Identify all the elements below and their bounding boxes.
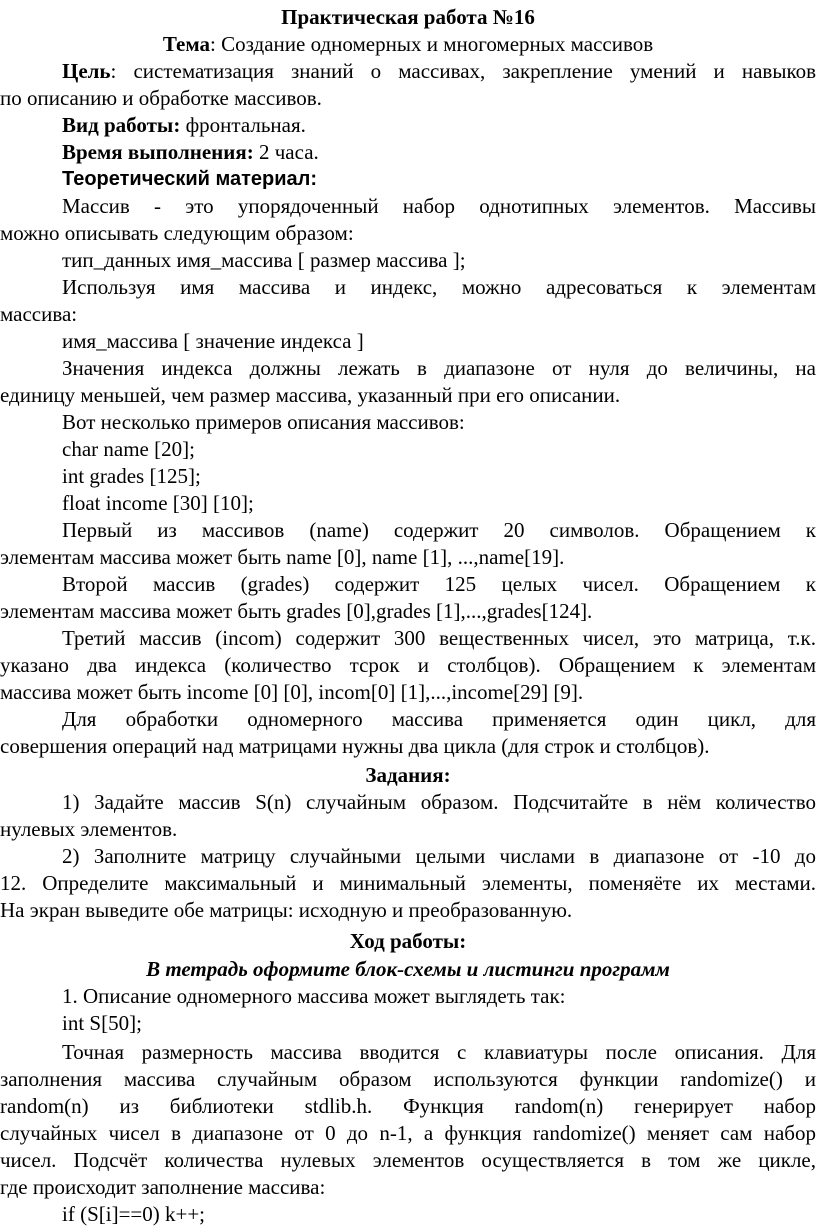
tasks-heading: Задания: (365, 763, 451, 787)
theory-paragraph: элементам массива может быть grades [0],grades [1],...,grades[124]. (0, 599, 593, 623)
progress-paragraph: случайных чисел в диапазоне от 0 до n-1, а функция randomize() меняет сам набор (0, 1121, 816, 1145)
theory-paragraph: Используя имя массива и индекс, можно адресоваться к элементам (62, 275, 816, 299)
task-item: нулевых элементов. (0, 817, 178, 841)
task-item: 1) Задайте массив S(n) случайным образом. Подсчитайте в нём количество (62, 790, 816, 814)
work-type-text: фронтальная. (180, 113, 306, 137)
theory-paragraph: массива: (0, 302, 78, 326)
theory-paragraph: совершения операций над матрицами нужны два цикла (для строк и столбцов). (0, 734, 710, 758)
progress-paragraph: заполнения массива случайным образом используются функции randomize() и (0, 1067, 816, 1091)
theory-paragraph: Второй массив (grades) содержит 125 целых чисел. Обращением к (62, 572, 816, 596)
theory-paragraph: тип_данных имя_массива [ размер массива ]; (62, 248, 466, 272)
theory-paragraph: единицу меньшей, чем размер массива, указанный при его описании. (0, 383, 621, 407)
progress-paragraph: Точная размерность массива вводится с клавиатуры после описания. Для (62, 1040, 816, 1064)
goal-label: Цель (62, 59, 111, 83)
theme-line (0, 31, 816, 58)
work-type-label: Вид работы: (62, 113, 181, 137)
theory-paragraph: Третий массив (incom) содержит 300 вещественных чисел, это матрица, т.к. (62, 626, 816, 650)
notebook-note: В тетрадь оформите блок-схемы и листинги программ (146, 957, 670, 981)
theory-paragraph: можно описывать следующим образом: (0, 221, 354, 245)
theory-paragraph: Для обработки одномерного массива применяется один цикл, для (62, 707, 816, 731)
progress-paragraph: где происходит заполнение массива: (0, 1175, 326, 1199)
progress-paragraph: чисел. Подсчёт количества нулевых элементов осуществляется в том же цикле, (0, 1148, 816, 1172)
theory-paragraph: Массив - это упорядоченный набор однотипных элементов. Массивы (62, 194, 816, 218)
time-label: Время выполнения: (62, 140, 254, 164)
work-type-line (0, 112, 816, 139)
theme-text: : Создание одномерных и многомерных массивов (210, 32, 654, 56)
code-example: if (S[i]==0) k++; (62, 1202, 206, 1226)
theory-paragraph: Вот несколько примеров описания массивов: (62, 410, 465, 434)
task-item: 12. Определите максимальный и минимальный элементы, поменяёте их местами. (0, 871, 816, 895)
goal-line (0, 58, 816, 85)
theory-paragraph: элементам массива может быть name [0], name [1], ...,name[19]. (0, 545, 565, 569)
theory-paragraph: Первый из массивов (name) содержит 20 символов. Обращением к (62, 518, 816, 542)
task-item: 2) Заполните матрицу случайными целыми числами в диапазоне от -10 до (62, 844, 816, 868)
goal-line-2: по описанию и обработке массивов. (0, 86, 322, 110)
code-example: int S[50]; (62, 1011, 142, 1035)
task-item: На экран выведите обе матрицы: исходную и преобразованную. (0, 898, 573, 922)
code-example: char name [20]; (62, 437, 195, 461)
theory-heading: Теоретический материал: (62, 168, 318, 190)
time-line (0, 139, 816, 166)
theory-paragraph: указано два индекса (количество тсрок и столбцов). Обращением к элементам (0, 653, 816, 677)
progress-paragraph: 1. Описание одномерного массива может выглядеть так: (62, 984, 566, 1008)
code-example: int grades [125]; (62, 464, 201, 488)
code-example: float income [30] [10]; (62, 491, 254, 515)
progress-paragraph: random(n) из библиотеки stdlib.h. Функция random(n) генерирует набор (0, 1094, 816, 1118)
progress-heading: Ход работы: (349, 929, 467, 953)
theory-paragraph: массива может быть income [0] [0], incom[0] [1],...,income[29] [9]. (0, 680, 584, 704)
time-text: 2 часа. (253, 140, 319, 164)
theory-paragraph: имя_массива [ значение индекса ] (62, 329, 364, 353)
theory-paragraph: Значения индекса должны лежать в диапазоне от нуля до величины, на (62, 356, 816, 380)
document-title: Практическая работа №16 (281, 5, 535, 29)
theme-label: Тема (162, 32, 211, 56)
goal-text: : систематизация знаний о массивах, закрепление умений и навыков (110, 59, 816, 83)
